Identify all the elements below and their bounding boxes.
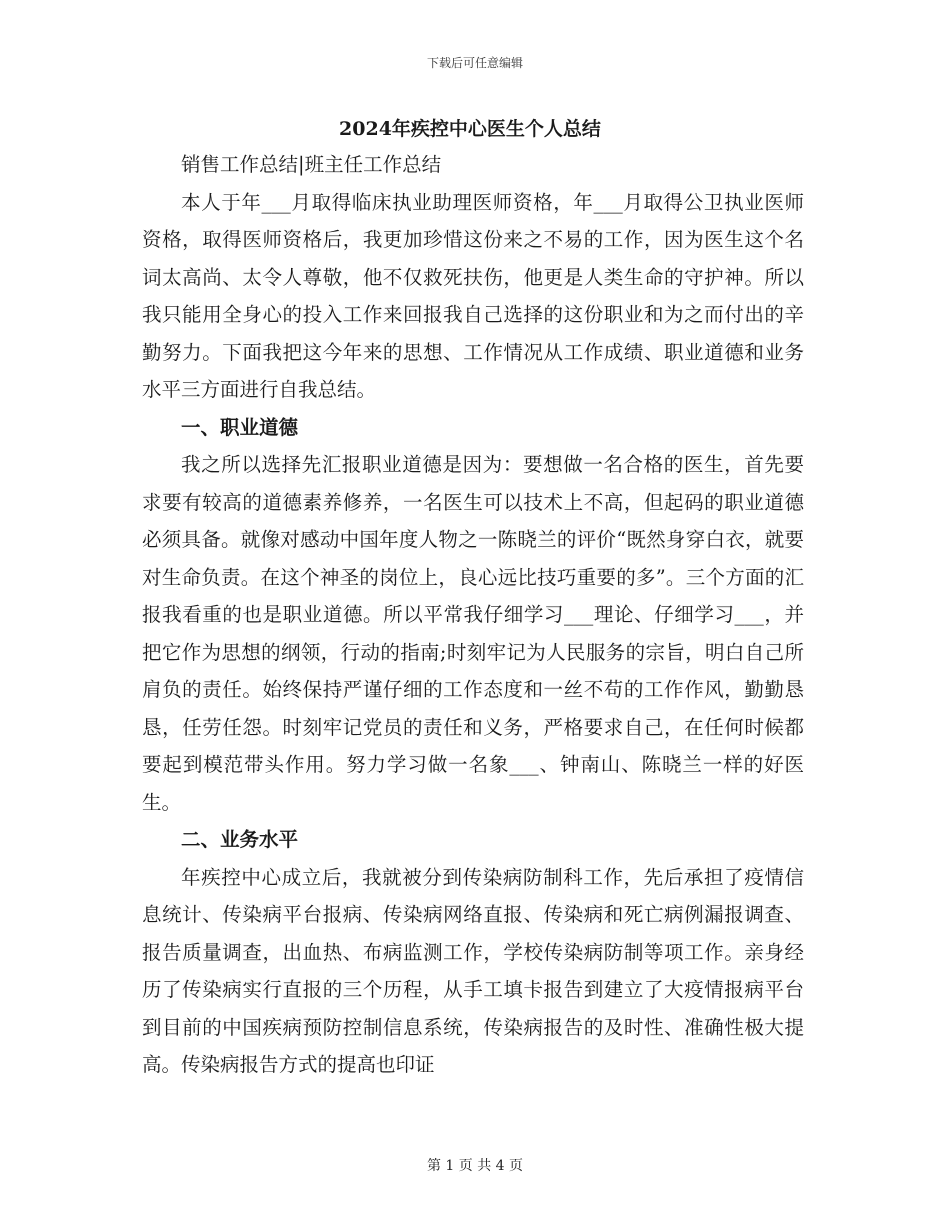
ethics-paragraph: 我之所以选择先汇报职业道德是因为：要想做一名合格的医生，首先要求要有较高的道德素养修养，一名医生可以技术上不高，但起码的职业道德必须具备。就像对感动中国年度人物之一陈晓兰的评价“既然身穿白衣，就要对生命负责。在这个神圣的岗位上，良心远比技巧重要的多”。三个方面的汇报我看重的也是职业道德。所以平常我仔细学习___理论、仔细学习___，并把它作为思想的纲领，行动的指南;时刻牢记为人民服务的宗旨，明白自己所肩负的责任。始终保持严谨仔细的工作态度和一丝不苟的工作作风，勤勤恳恳，任劳任怨。时刻牢记党员的责任和义务，严格要求自己，在任何时候都要起到模范带头作用。努力学习做一名象___、钟南山、陈晓兰一样的好医生。 (142, 453, 804, 814)
intro-paragraph: 本人于年___月取得临床执业助理医师资格，年___月取得公卫执业医师资格，取得医师资格后，我更加珍惜这份来之不易的工作，因为医生这个名词太高尚、太令人尊敬，他不仅救死扶伤，他更是人类生命的守护神。所以我只能用全身心的投入工作来回报我自己选择的这份职业和为之而付出的辛勤努力。下面我把这今年来的思想、工作情况从工作成绩、职业道德和业务水平三方面进行自我总结。 (142, 190, 804, 401)
skills-paragraph: 年疾控中心成立后，我就被分到传染病防制科工作，先后承担了疫情信息统计、传染病平台报病、传染病网络直报、传染病和死亡病例漏报调查、报告质量调查，出血热、布病监测工作，学校传染病防制等项工作。亲身经历了传染病实行直报的三个历程，从手工填卡报告到建立了大疫情报病平台到目前的中国疾病预防控制信息系统，传染病报告的及时性、准确性极大提高。传染病报告方式的提高也印证 (142, 865, 804, 1076)
section-heading-skills: 二、业务水平 (181, 828, 299, 851)
page-header: 下载后可任意编辑 (426, 56, 523, 70)
section-heading-ethics: 一、职业道德 (181, 415, 299, 439)
document-body (142, 146, 804, 1084)
document-title: 2024年疾控中心医生个人总结 (339, 118, 601, 140)
subtitle-line: 销售工作总结|班主任工作总结 (181, 153, 442, 176)
page-footer: 第 1 页 共 4 页 (426, 1158, 524, 1174)
